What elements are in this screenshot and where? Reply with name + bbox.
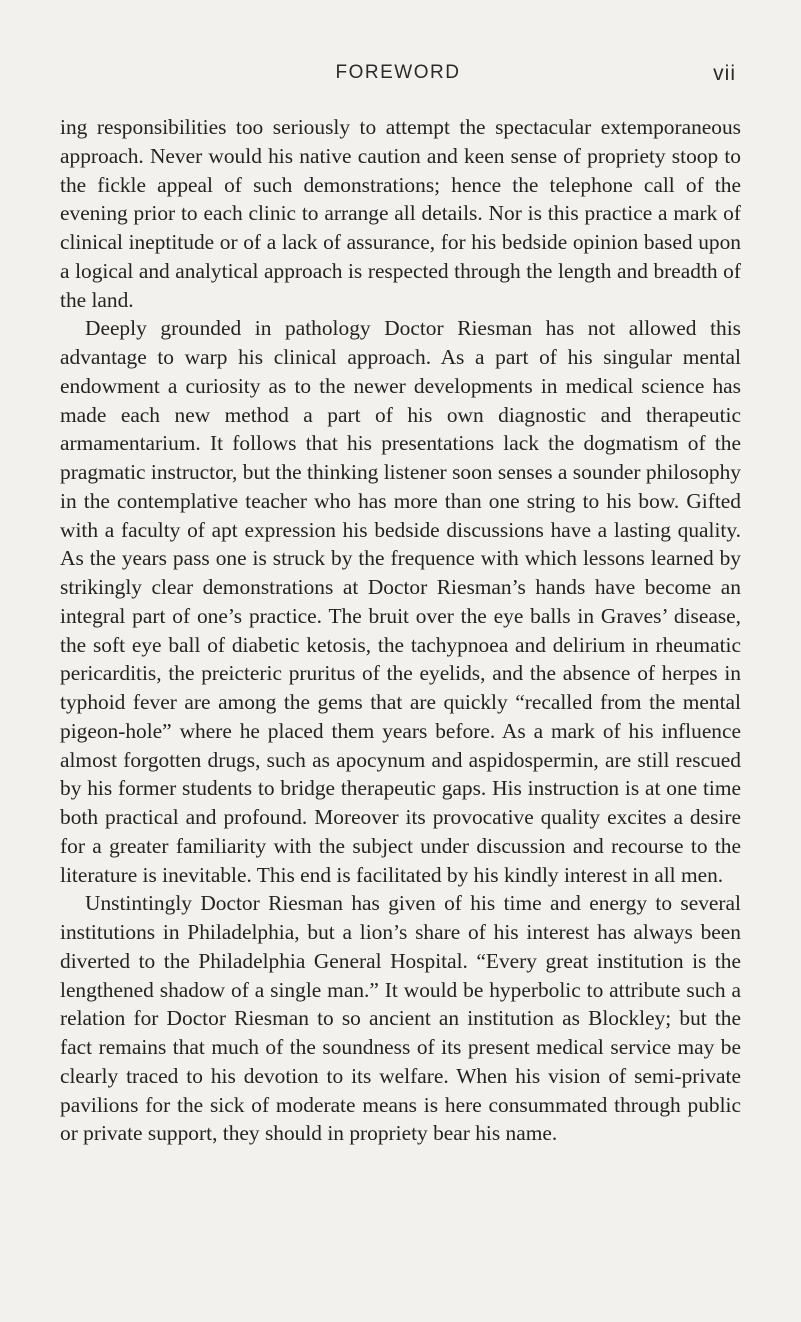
paragraph-1: ing responsibilities too seriously to attempt the spectacular extemporaneous approach. Never would his native caution and keen sense of propriety stoop to the fickle appeal of such demonstrations; hence the telephone call of the evening prior to each clinic to arrange all details. Nor is this practice a mark of clinical ineptitude or of a lack of assurance, for his bedside opinion based upon a logical and analytical approach is respected through the length and breadth of the land. [60,115,741,312]
running-title: FOREWORD [335,62,461,83]
paragraph-2: Deeply grounded in pathology Doctor Riesman has not allowed this advantage to warp his clinical approach. As a part of his singular mental endowment a curiosity as to the newer developments in medical science has made each new method a part of his own diagnostic and therapeutic armamentarium. It follows that his presentations lack the dogmatism of the pragmatic instructor, but the thinking listener soon senses a sounder philosophy in the contemplative teacher who has more than one string to his bow. Gifted with a faculty of apt expression his bedside discussions have a lasting quality. As the years pass one is struck by the frequence with which lessons learned by strikingly clear demonstrations at Doctor Riesman’s hands have become an integral part of one’s practice. The bruit over the eye balls in Graves’ disease, the soft eye ball of diabetic ketosis, the tachypnoea and delirium in rheumatic pericarditis, the preicteric pruritus of the eyelids, and the absence of herpes in typhoid fever are among the gems that are quickly “recalled from the mental pigeon-hole” where he placed them years before. As a mark of his influence almost forgotten drugs, such as apocynum and aspidospermin, are still rescued by his former students to bridge therapeutic gaps. His instruction is at one time both practical and profound. Moreover its provocative quality excites a desire for a greater familiarity with the subject under discussion and recourse to the literature is inevitable. This end is facilitated by his kindly interest in all men. [60,316,741,887]
page-number: vii [713,62,736,85]
paragraph-3: Unstintingly Doctor Riesman has given of his time and energy to several institutions in Philadelphia, but a lion’s share of his interest has always been diverted to the Philadelphia General Hospital. “Every great institution is the lengthened shadow of a single man.” It would be hyperbolic to attribute such a relation for Doctor Riesman to so ancient an institution as Blockley; but the fact remains that much of the soundness of its present medical service may be clearly traced to his devotion to its welfare. When his vision of semi-private pavilions for the sick of moderate means is here consummated through public or private support, they should in propriety bear his name. [60,891,741,1146]
page-header [60,62,736,92]
body-text [60,113,741,1148]
